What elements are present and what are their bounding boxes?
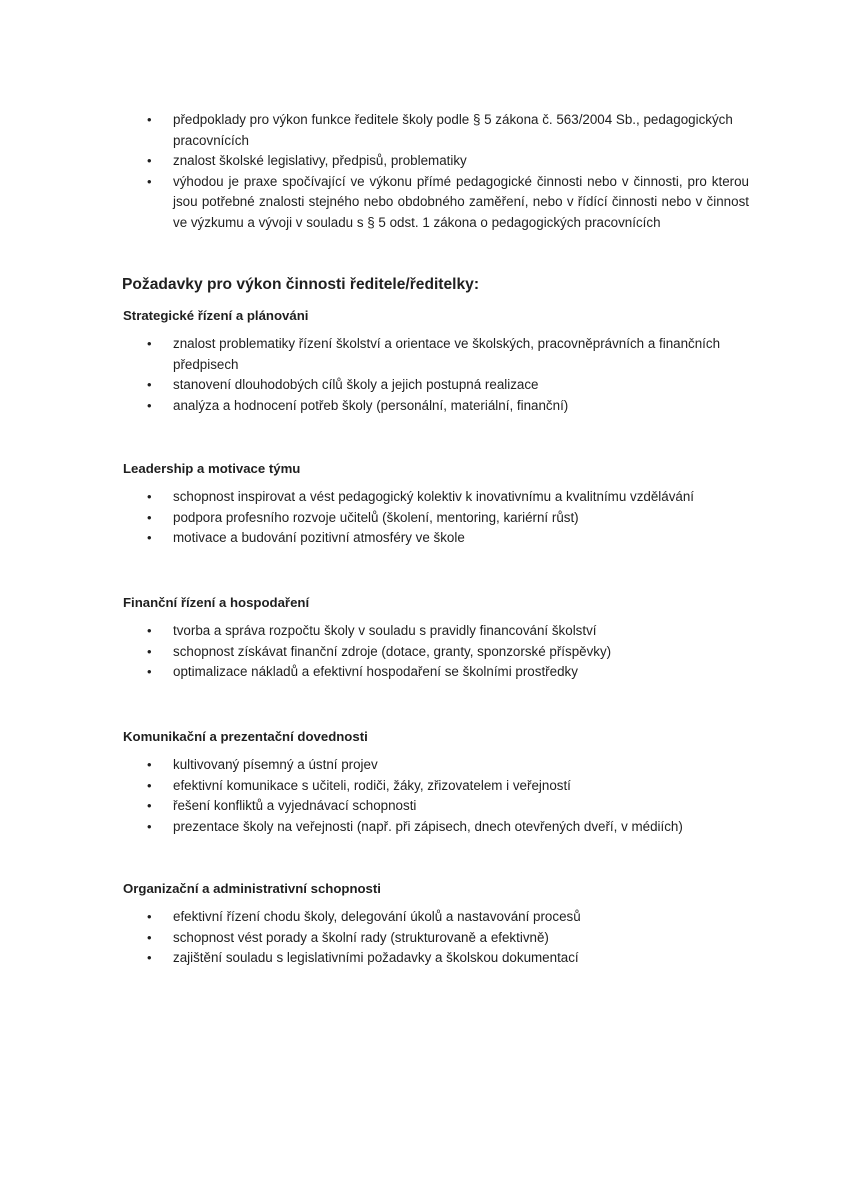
list-item: • efektivní komunikace s učiteli, rodiči, žáky, zřizovatelem i veřejností: [147, 776, 753, 797]
section-strategic-management: [123, 308, 753, 416]
section-bullet-list: [147, 621, 753, 683]
section-bullet-list: [147, 334, 753, 416]
section-title: Strategické řízení a plánováni: [123, 308, 309, 323]
list-item: • zajištění souladu s legislativními požadavky a školskou dokumentací: [147, 948, 753, 969]
list-item: • analýza a hodnocení potřeb školy (personální, materiální, finanční): [147, 396, 753, 417]
list-item: • schopnost inspirovat a vést pedagogický kolektiv k inovativnímu a kvalitnímu vzdělávání: [147, 487, 753, 508]
list-item: • prezentace školy na veřejnosti (např. při zápisech, dnech otevřených dveří, v médiích): [147, 817, 753, 838]
list-item: • tvorba a správa rozpočtu školy v souladu s pravidly financování školství: [147, 621, 753, 642]
section-title: Leadership a motivace týmu: [123, 461, 301, 476]
list-item: • znalost školské legislativy, předpisů, problematiky: [147, 151, 749, 172]
section-bullet-list: [147, 487, 753, 549]
section-financial-management: [123, 595, 753, 683]
section-title: Komunikační a prezentační dovednosti: [123, 729, 368, 744]
list-item: • stanovení dlouhodobých cílů školy a jejich postupná realizace: [147, 375, 753, 396]
main-heading: Požadavky pro výkon činnosti ředitele/ředitelky:: [122, 276, 480, 293]
section-title: Organizační a administrativní schopnosti: [123, 881, 381, 896]
section-communication: [123, 729, 753, 837]
list-item: • řešení konfliktů a vyjednávací schopnosti: [147, 796, 753, 817]
intro-bullet-list: [147, 110, 749, 233]
list-item: • znalost problematiky řízení školství a orientace ve školských, pracovněprávních a finančních předpisech: [147, 334, 753, 375]
list-item: • výhodou je praxe spočívající ve výkonu přímé pedagogické činnosti nebo v činnosti, pro kterou jsou potřebné znalosti stejného nebo obdobného zaměření, nebo v řídící činnosti nebo v činnost ve výzkumu a vývoji v souladu s § 5 odst. 1 zákona o pedagogických pracovnících: [147, 172, 749, 234]
list-item: • efektivní řízení chodu školy, delegování úkolů a nastavování procesů: [147, 907, 753, 928]
section-organization: [123, 881, 753, 969]
list-item: • podpora profesního rozvoje učitelů (školení, mentoring, kariérní růst): [147, 508, 753, 529]
list-item: • schopnost získávat finanční zdroje (dotace, granty, sponzorské příspěvky): [147, 642, 753, 663]
section-bullet-list: [147, 907, 753, 969]
section-title: Finanční řízení a hospodaření: [123, 595, 310, 610]
list-item: • schopnost vést porady a školní rady (strukturovaně a efektivně): [147, 928, 753, 949]
list-item: • motivace a budování pozitivní atmosféry ve škole: [147, 528, 753, 549]
list-item: • předpoklady pro výkon funkce ředitele školy podle § 5 zákona č. 563/2004 Sb., pedagogických pracovnících: [147, 110, 749, 151]
list-item: • optimalizace nákladů a efektivní hospodaření se školními prostředky: [147, 662, 753, 683]
section-bullet-list: [147, 755, 753, 837]
list-item: • kultivovaný písemný a ústní projev: [147, 755, 753, 776]
section-leadership: [123, 461, 753, 549]
